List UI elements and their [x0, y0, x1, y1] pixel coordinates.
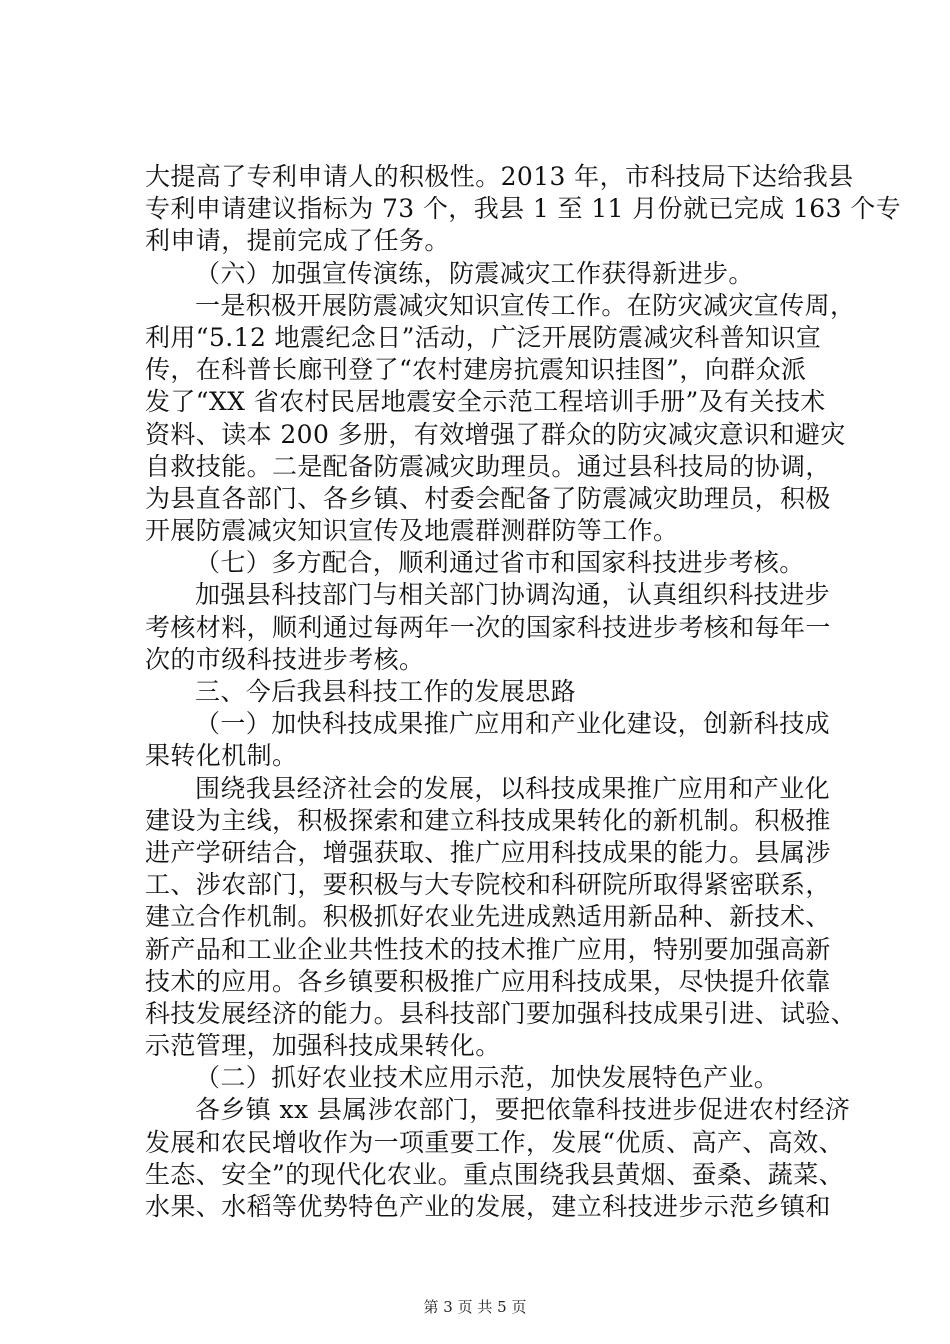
text-line: 围绕我县经济社会的发展，以科技成果推广应用和产业化 — [195, 773, 831, 803]
text-line: 传，在科普长廊刊登了“农村建房抗震知识挂图”，向群众派 — [145, 355, 807, 385]
text-line: 大提高了专利申请人的积极性。2013 年，市科技局下达给我县 — [145, 162, 854, 191]
text-line: 利申请，提前完成了任务。 — [145, 226, 450, 256]
text-line: 发了“XX 省农村民居地震安全示范工程培训手册”及有关技术 — [145, 387, 826, 417]
document-body — [145, 161, 902, 1223]
section-heading: （一）加快科技成果推广应用和产业化建设，创新科技成 — [195, 709, 831, 739]
text-line: 生态、安全”的现代化农业。重点围绕我县黄烟、蚕桑、蔬菜、 — [145, 1159, 844, 1189]
text-line: 专利申请建议指标为 73 个，我县 1 至 11 月份就已完成 163 个专 — [145, 194, 902, 224]
text-line: 为县直各部门、各乡镇、村委会配备了防震减灾助理员，积极 — [145, 483, 831, 513]
text-line: 工、涉农部门，要积极与大专院校和科研院所取得紧密联系， — [145, 870, 831, 900]
text-line: 果转化机制。 — [145, 741, 298, 771]
section-heading: （二）抓好农业技术应用示范，加快发展特色产业。 — [195, 1063, 780, 1093]
text-line: 示范管理，加强科技成果转化。 — [145, 1031, 501, 1061]
text-line: 一是积极开展防震减灾知识宣传工作。在防灾减灾宣传周， — [195, 290, 856, 320]
text-line: 开展防震减灾知识宣传及地震群测群防等工作。 — [145, 516, 679, 546]
page-number-footer: 第 3 页 共 5 页 — [423, 1298, 527, 1316]
text-line: 科技发展经济的能力。县科技部门要加强科技成果引进、试验、 — [145, 998, 857, 1028]
section-heading: （六）加强宣传演练，防震减灾工作获得新进步。 — [195, 258, 754, 288]
text-line: 进产学研结合，增强获取、推广应用科技成果的能力。县属涉 — [145, 837, 831, 867]
text-line: 自救技能。二是配备防震减灾助理员。通过县科技局的协调， — [145, 451, 831, 481]
text-line: 建立合作机制。积极抓好农业先进成熟适用新品种、新技术、 — [145, 902, 831, 932]
text-line: 发展和农民增收作为一项重要工作，发展“优质、高产、高效、 — [145, 1127, 844, 1157]
section-heading: （七）多方配合，顺利通过省市和国家科技进步考核。 — [195, 548, 805, 578]
text-line: 利用“5.12 地震纪念日”活动，广泛开展防震减灾科普知识宣 — [145, 322, 822, 352]
text-line: 技术的应用。各乡镇要积极推广应用科技成果，尽快提升依靠 — [145, 966, 831, 996]
text-line: 次的市级科技进步考核。 — [145, 644, 425, 674]
text-line: 加强县科技部门与相关部门协调沟通，认真组织科技进步 — [195, 580, 831, 610]
text-line: 水果、水稻等优势特色产业的发展，建立科技进步示范乡镇和 — [145, 1192, 831, 1221]
text-line: 各乡镇 xx 县属涉农部门，要把依靠科技进步促进农村经济 — [195, 1095, 851, 1125]
section-heading: 三、今后我县科技工作的发展思路 — [195, 677, 577, 706]
text-line: 考核材料，顺利通过每两年一次的国家科技进步考核和每年一 — [145, 612, 831, 642]
text-line: 建设为主线，积极探索和建立科技成果转化的新机制。积极推 — [145, 805, 831, 835]
text-line: 新产品和工业企业共性技术的技术推广应用，特别要加强高新 — [145, 934, 831, 964]
text-line: 资料、读本 200 多册，有效增强了群众的防灾减灾意识和避灾 — [145, 419, 846, 449]
